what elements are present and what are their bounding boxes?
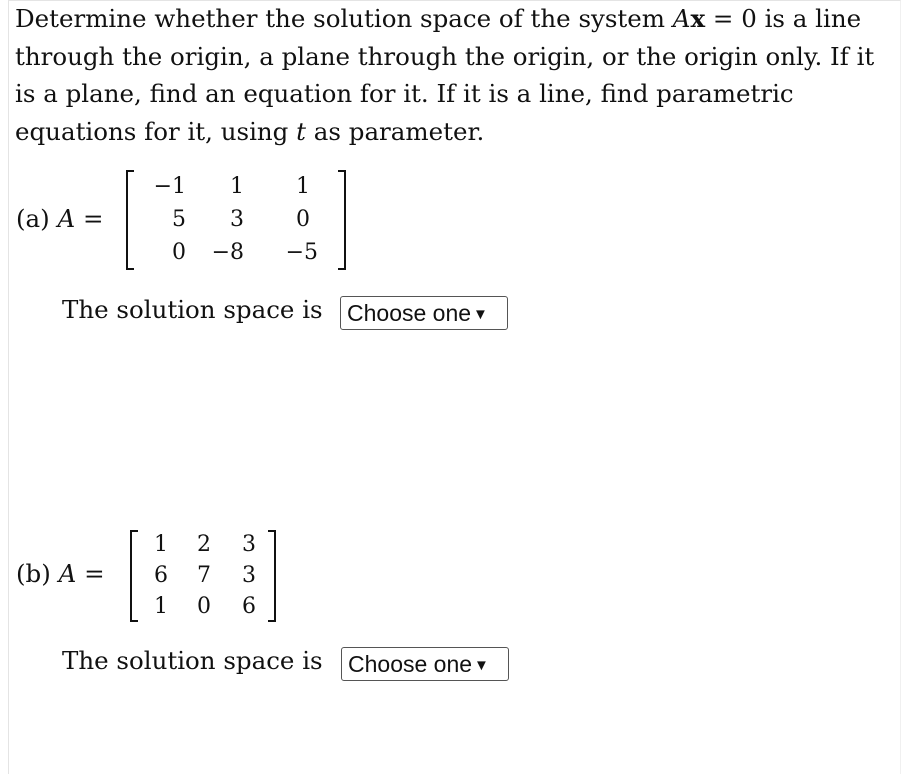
intro-text: as parameter. <box>306 116 485 146</box>
intro-text: = 0 is a line <box>705 4 862 33</box>
matrix-a-cell: −5 <box>285 240 318 265</box>
part-a-equals: = <box>83 204 104 233</box>
part-b-choose-dropdown[interactable] <box>341 647 509 681</box>
matrix-a <box>126 170 346 270</box>
matrix-a-cell: 0 <box>296 207 310 232</box>
matrix-b-left-bracket <box>130 530 138 622</box>
matrix-b-cell: 0 <box>197 594 211 619</box>
intro-line-4 <box>15 113 895 151</box>
matrix-b-cell: 6 <box>242 594 256 619</box>
matrix-a-cell: 1 <box>296 174 310 199</box>
part-b-var: A <box>58 559 77 588</box>
caret-down-icon: ▼ <box>473 306 488 323</box>
intro-line-3: is a plane, find an equation for it. If it is a line, find parametric <box>15 79 794 108</box>
matrix-b-cell: 3 <box>242 563 256 588</box>
part-a-prompt: The solution space is <box>62 295 323 324</box>
matrix-a-cell: 1 <box>230 174 244 199</box>
matrix-a-left-bracket <box>126 170 134 270</box>
question-text <box>15 0 895 150</box>
part-b-equals: = <box>84 559 105 588</box>
part-a-choose-dropdown[interactable] <box>340 296 508 330</box>
matrix-b <box>130 530 276 622</box>
matrix-a-cell: 0 <box>172 240 186 265</box>
matrix-b-cell: 6 <box>154 563 168 588</box>
part-b-label <box>16 559 105 588</box>
matrix-b-cell: 2 <box>197 532 211 557</box>
part-a-letter: (a) <box>16 204 50 233</box>
part-b-dropdown-label: Choose one <box>348 651 473 677</box>
matrix-a-cell: −8 <box>211 240 244 265</box>
part-a-var: A <box>57 204 76 233</box>
math-x: x <box>690 4 706 33</box>
matrix-b-cell: 3 <box>242 532 256 557</box>
matrix-b-right-bracket <box>268 530 276 622</box>
math-t: t <box>296 116 307 146</box>
part-b-letter: (b) <box>16 559 51 588</box>
caret-down-icon: ▼ <box>474 657 489 674</box>
part-b-prompt: The solution space is <box>62 646 323 675</box>
part-a-label <box>16 204 104 233</box>
intro-text: equations for it, using <box>15 116 297 146</box>
matrix-a-cell: −1 <box>153 174 186 199</box>
intro-line-1 <box>15 0 895 38</box>
matrix-a-cell: 5 <box>172 207 186 232</box>
intro-text: Determine whether the solution space of the system <box>15 4 673 33</box>
matrix-a-cell: 3 <box>230 207 244 232</box>
matrix-a-right-bracket <box>338 170 346 270</box>
matrix-b-cell: 1 <box>154 594 168 619</box>
intro-line-2: through the origin, a plane through the origin, or the origin only. If it <box>15 41 875 71</box>
matrix-b-cell: 7 <box>197 563 211 588</box>
math-A: A <box>672 4 691 33</box>
matrix-b-cell: 1 <box>154 532 168 557</box>
part-a-dropdown-label: Choose one <box>347 300 472 326</box>
